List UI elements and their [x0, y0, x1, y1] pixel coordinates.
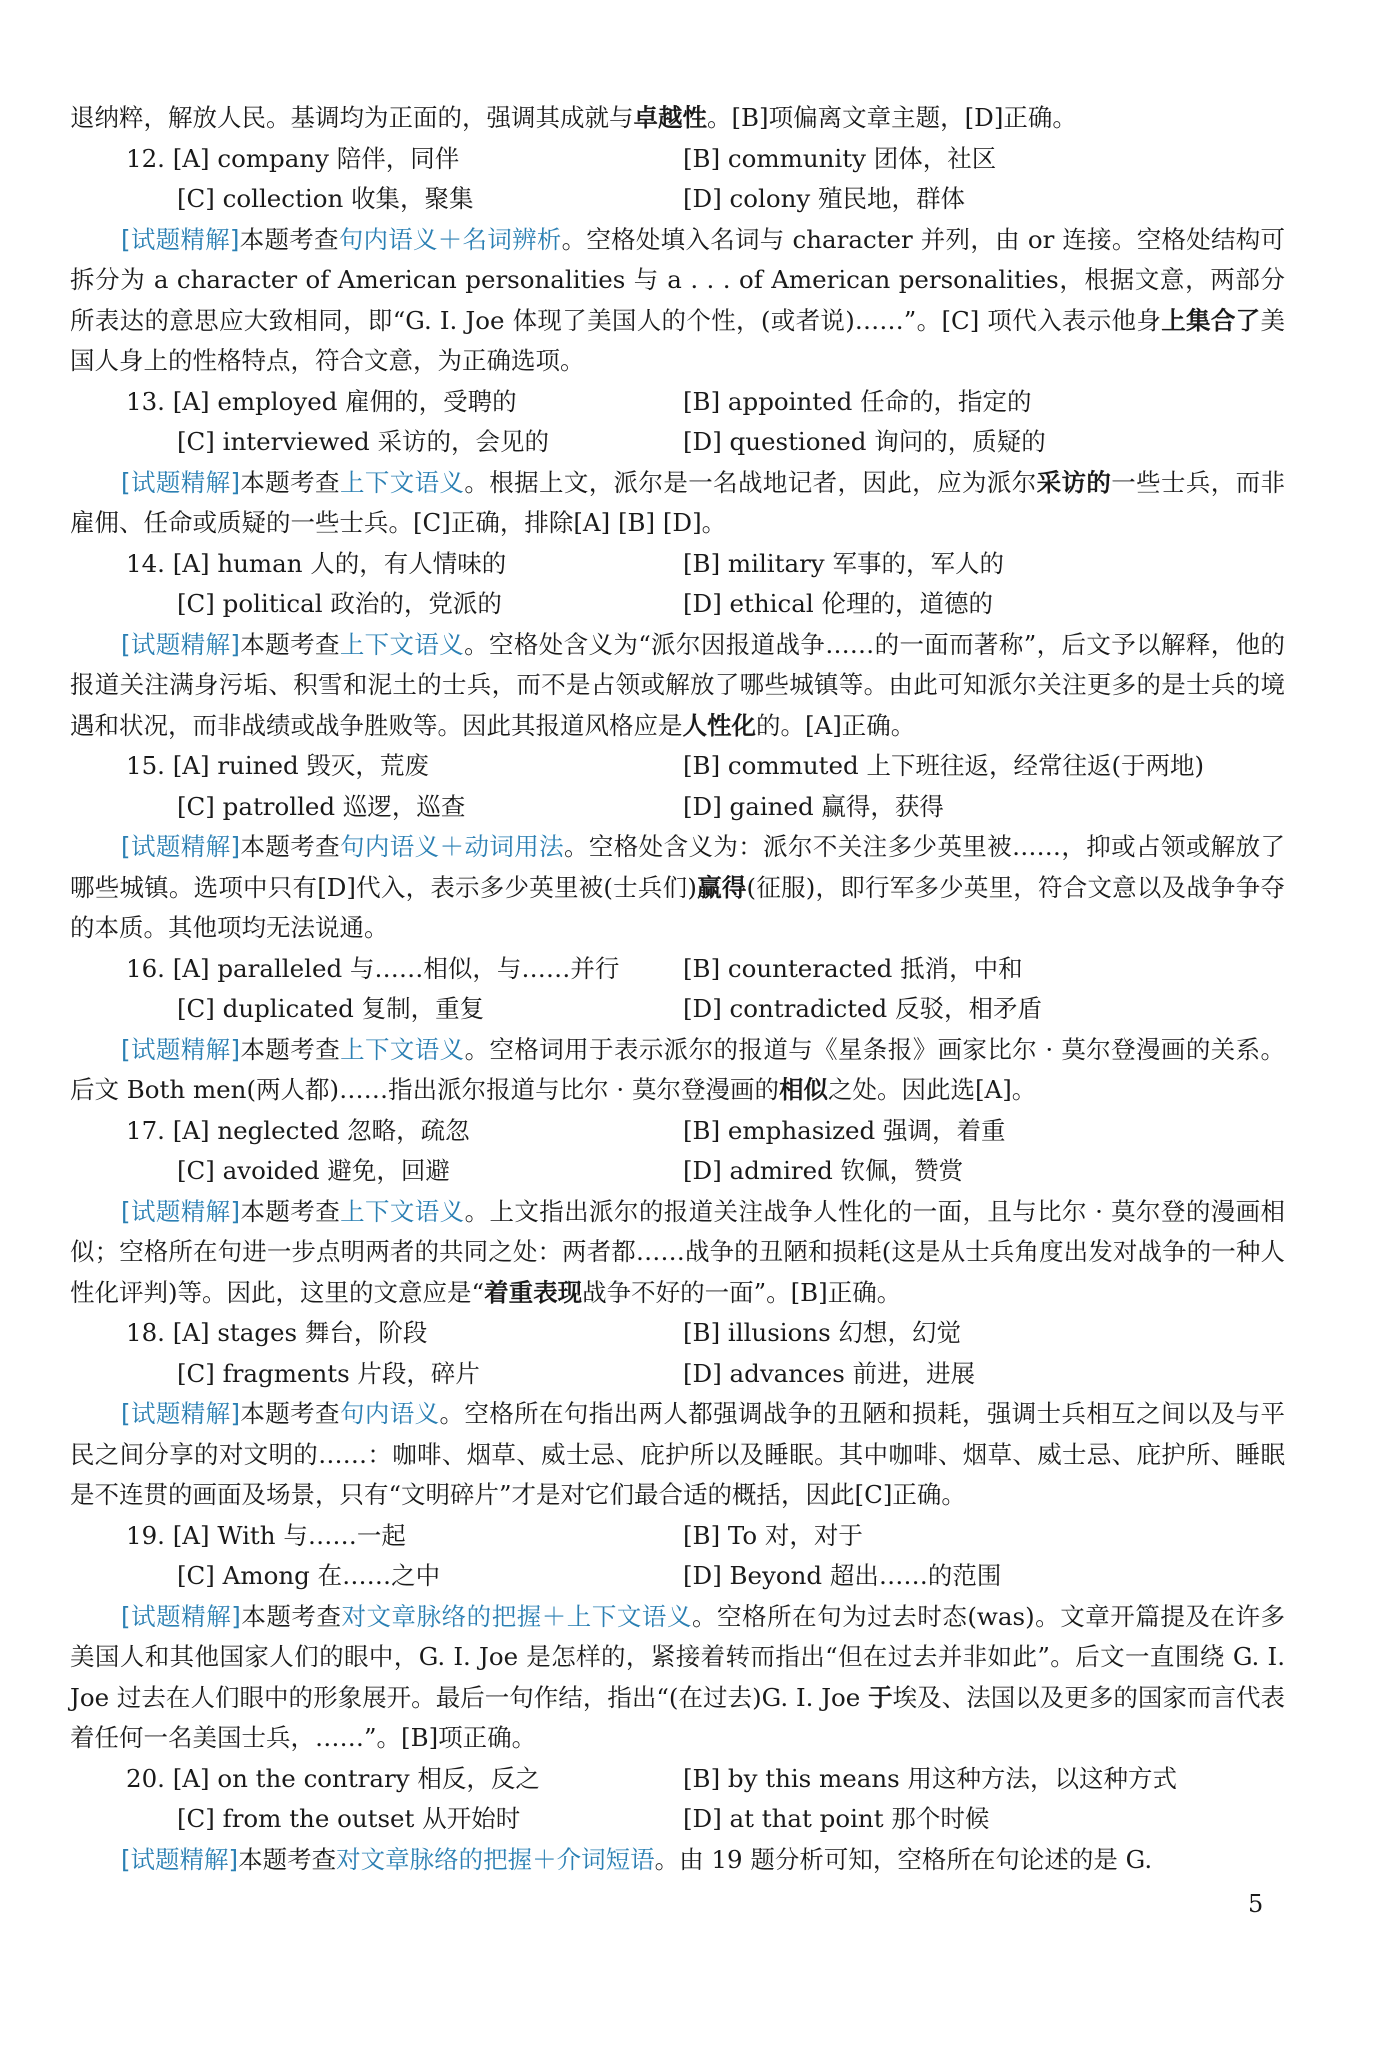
option-a: 18. [A] stages 舞台，阶段 — [126, 1318, 428, 1347]
option-c: [C] Among 在……之中 — [177, 1561, 441, 1590]
analysis-pre: 本题考查 — [239, 629, 340, 659]
option-d: [D] colony 殖民地，群体 — [683, 184, 966, 213]
q17-analysis — [70, 1192, 1285, 1314]
option-a: 14. [A] human 人的，有人情味的 — [126, 548, 507, 578]
option-c: [C] collection 收集，聚集 — [177, 184, 474, 213]
option-b: [B] community 团体，社区 — [683, 143, 997, 173]
option-c: [C] fragments 片段，碎片 — [177, 1358, 480, 1388]
option-a: 16. [A] paralleled 与……相似，与……并行 — [126, 953, 620, 983]
q19-options-row-1 — [70, 1516, 1285, 1557]
analysis-pre: 本题考查 — [239, 224, 339, 254]
q15-analysis — [70, 827, 1285, 949]
analysis-pre: 本题考查 — [240, 832, 341, 861]
q16-analysis — [70, 1030, 1285, 1111]
option-a: 15. [A] ruined 毁灭，荒废 — [126, 751, 429, 780]
q17-options-row-1 — [70, 1111, 1285, 1152]
analysis-body: 。空格词用于表示派尔的报道与《星条报》画家比尔 · 莫尔登漫画的关系。后文 Both men(两人都)……指出派尔报道与比尔 · 莫尔登漫画的 — [70, 1034, 1286, 1104]
page-content — [70, 98, 1285, 1880]
option-b: [B] by this means 用这种方法，以这种方式 — [683, 1763, 1178, 1793]
option-b: [B] appointed 任命的，指定的 — [683, 386, 1032, 416]
q14-options-row-1 — [70, 544, 1285, 585]
option-c: [C] duplicated 复制，重复 — [177, 994, 485, 1023]
option-b: [B] commuted 上下班往返，经常往返(于两地) — [683, 751, 1205, 780]
analysis-pre: 本题考查 — [240, 467, 340, 497]
analysis-tag: [试题精解] — [121, 1844, 239, 1874]
option-a: 12. [A] company 陪伴，同伴 — [126, 143, 460, 173]
option-d: [D] advances 前进，进展 — [683, 1358, 976, 1388]
option-b: [B] military 军事的，军人的 — [683, 548, 1004, 578]
analysis-pre: 本题考查 — [240, 1601, 342, 1631]
analysis-body: 。空格所在句为过去时态(was)。文章开篇提及在许多美国人和其他国家人们的眼中，G. I. Joe 是怎样的，紧接着转而指出“但在过去并非如此”。后文一直围绕 G. I. Joe 过去在人们眼中的形象展开。最后一句作结，指出“(在过去)G. I. Joe — [70, 1601, 1286, 1712]
intro-bold: 卓越性 — [633, 103, 707, 132]
q20-options-row-1 — [70, 1759, 1285, 1800]
option-a: 17. [A] neglected 忽略，疏忽 — [126, 1115, 470, 1145]
q18-options-row-2 — [70, 1354, 1285, 1395]
q13-options-row-1 — [70, 382, 1285, 423]
analysis-body: 。空格处填入名词与 character 并列，由 or 连接。空格处结构可拆分为 a character of American personalities 与 a . . . of American personalities，根据文意，两部分所表达的意思应大致相同，即“G. I. Joe 体现了美国人的个性，(或者说)……”。[C] 项代入表示他身 — [70, 224, 1285, 335]
q16-options-row-1 — [70, 949, 1285, 990]
q12-options-row-2 — [70, 179, 1285, 220]
option-d: [D] at that point 那个时候 — [683, 1804, 990, 1833]
analysis-post: 美国人身上的性格特点，符合文意，为正确选项。 — [70, 305, 1286, 375]
analysis-topic: 上下文语义 — [340, 1196, 465, 1226]
option-c: [C] interviewed 采访的，会见的 — [177, 427, 549, 456]
q19-analysis — [70, 1597, 1285, 1759]
q15-options-row-2 — [70, 787, 1285, 828]
analysis-topic: 句内语义＋名词辨析 — [338, 224, 562, 254]
option-b: [B] To 对，对于 — [683, 1520, 863, 1550]
analysis-tag: [试题精解] — [121, 1601, 241, 1631]
analysis-topic: 句内语义＋动词用法 — [340, 832, 565, 861]
option-c: [C] political 政治的，党派的 — [177, 589, 502, 618]
option-b: [B] emphasized 强调，着重 — [683, 1115, 1006, 1145]
analysis-topic: 对文章脉络的把握＋上下文语义 — [341, 1601, 692, 1631]
analysis-post: 埃及、法国以及更多的国家而言代表着任何一名美国士兵，……”。[B]项正确。 — [70, 1682, 1286, 1752]
analysis-tag: [试题精解] — [121, 629, 240, 659]
q14-analysis — [70, 625, 1285, 747]
q20-options-row-2 — [70, 1799, 1285, 1840]
analysis-tag: [试题精解] — [121, 467, 241, 497]
intro-text: 退纳粹，解放人民。基调均为正面的，强调其成就与 — [70, 103, 634, 132]
analysis-body: 。空格所在句指出两人都强调战争的丑陋和损耗，强调士兵相互之间以及与平民之间分享的对文明的……：咖啡、烟草、威士忌、庇护所以及睡眠。其中咖啡、烟草、威士忌、庇护所、睡眠是不连贯的画面及场景，只有“文明碎片”才是对它们最合适的概括，因此[C]正确。 — [70, 1399, 1286, 1509]
analysis-pre: 本题考查 — [238, 1844, 337, 1874]
analysis-tag: [试题精解] — [121, 1034, 241, 1064]
analysis-tag: [试题精解] — [121, 224, 240, 254]
option-b: [B] illusions 幻想，幻觉 — [683, 1318, 961, 1347]
option-d: [D] admired 钦佩，赞赏 — [683, 1156, 964, 1185]
option-b: [B] counteracted 抵消，中和 — [683, 953, 1023, 983]
q15-options-row-1 — [70, 746, 1285, 787]
analysis-bold: 上集合了 — [1161, 305, 1261, 335]
analysis-pre: 本题考查 — [240, 1399, 340, 1428]
option-c: [C] avoided 避免，回避 — [177, 1156, 450, 1185]
analysis-bold: 赢得 — [696, 872, 747, 902]
analysis-post: 之处。因此选[A]。 — [827, 1075, 1037, 1104]
option-c: [C] patrolled 巡逻，巡查 — [177, 791, 466, 821]
q13-options-row-2 — [70, 422, 1285, 463]
analysis-body: 。根据上文，派尔是一名战地记者，因此，应为派尔 — [464, 467, 1037, 497]
analysis-pre: 本题考查 — [240, 1196, 341, 1226]
analysis-body: 。上文指出派尔的报道关注战争人性化的一面，且与比尔 · 莫尔登的漫画相似；空格所在句进一步点明两者的共同之处：两者都……战争的丑陋和损耗(这是从士兵角度出发对战争的一种人性化评判)等。因此，这里的文意应是“ — [70, 1196, 1286, 1307]
option-d: [D] contradicted 反驳，相矛盾 — [683, 994, 1043, 1023]
analysis-post: 一些士兵，而非雇佣、任命或质疑的一些士兵。[C]正确，排除[A] [B] [D]。 — [70, 467, 1286, 537]
analysis-tag: [试题精解] — [121, 832, 241, 861]
intro-text-end: 。[B]项偏离文章主题，[D]正确。 — [707, 103, 1077, 132]
q19-options-row-2 — [70, 1556, 1285, 1597]
analysis-topic: 句内语义 — [339, 1399, 440, 1428]
analysis-tag: [试题精解] — [121, 1399, 241, 1428]
q18-options-row-1 — [70, 1313, 1285, 1354]
analysis-body: 。空格处含义为“派尔因报道战争……的一面而著称”，后文予以解释，他的报道关注满身污垢、积雪和泥土的士兵，而不是占领或解放了哪些城镇等。由此可知派尔关注更多的是士兵的境遇和状况，而非战绩或战争胜败等。因此其报道风格应是 — [70, 629, 1285, 740]
option-a: 13. [A] employed 雇佣的，受聘的 — [126, 386, 517, 416]
analysis-bold: 人性化 — [682, 710, 756, 740]
analysis-pre: 本题考查 — [240, 1034, 341, 1064]
q14-options-row-2 — [70, 584, 1285, 625]
analysis-topic: 上下文语义 — [340, 1034, 465, 1064]
analysis-bold: 着重表现 — [484, 1277, 583, 1307]
analysis-bold: 于 — [868, 1682, 893, 1712]
page-number: 5 — [1248, 1890, 1264, 1918]
q12-analysis — [70, 220, 1285, 382]
analysis-bold: 采访的 — [1036, 467, 1112, 497]
analysis-post: 的。[A]正确。 — [756, 710, 916, 740]
analysis-body: 。由 19 题分析可知，空格所在句论述的是 G. — [654, 1844, 1153, 1874]
q17-options-row-2 — [70, 1151, 1285, 1192]
analysis-tag: [试题精解] — [121, 1196, 241, 1226]
q12-options-row-1 — [70, 139, 1285, 180]
analysis-post: (征服)，即行军多少英里，符合文意以及战争争夺的本质。其他项均无法说通。 — [70, 872, 1286, 942]
q18-analysis — [70, 1394, 1285, 1516]
option-d: [D] ethical 伦理的，道德的 — [683, 589, 993, 618]
option-d: [D] questioned 询问的，质疑的 — [683, 427, 1046, 456]
analysis-body: 。空格处含义为：派尔不关注多少英里被……，抑或占领或解放了哪些城镇。选项中只有[D]代入，表示多少英里被(士兵们) — [70, 832, 1286, 902]
analysis-topic: 上下文语义 — [339, 467, 465, 497]
analysis-topic: 对文章脉络的把握＋介词短语 — [336, 1844, 655, 1874]
option-d: [D] gained 赢得，获得 — [683, 791, 944, 821]
analysis-post: 战争不好的一面”。[B]正确。 — [582, 1277, 902, 1307]
option-d: [D] Beyond 超出……的范围 — [683, 1561, 1002, 1590]
analysis-bold: 相似 — [778, 1075, 828, 1104]
option-c: [C] from the outset 从开始时 — [177, 1804, 521, 1833]
q20-analysis — [70, 1840, 1285, 1881]
q16-options-row-2 — [70, 989, 1285, 1030]
intro-paragraph — [70, 98, 1285, 139]
analysis-topic: 上下文语义 — [339, 629, 465, 659]
q13-analysis — [70, 463, 1285, 544]
option-a: 19. [A] With 与……一起 — [126, 1520, 406, 1550]
option-a: 20. [A] on the contrary 相反，反之 — [126, 1763, 540, 1793]
